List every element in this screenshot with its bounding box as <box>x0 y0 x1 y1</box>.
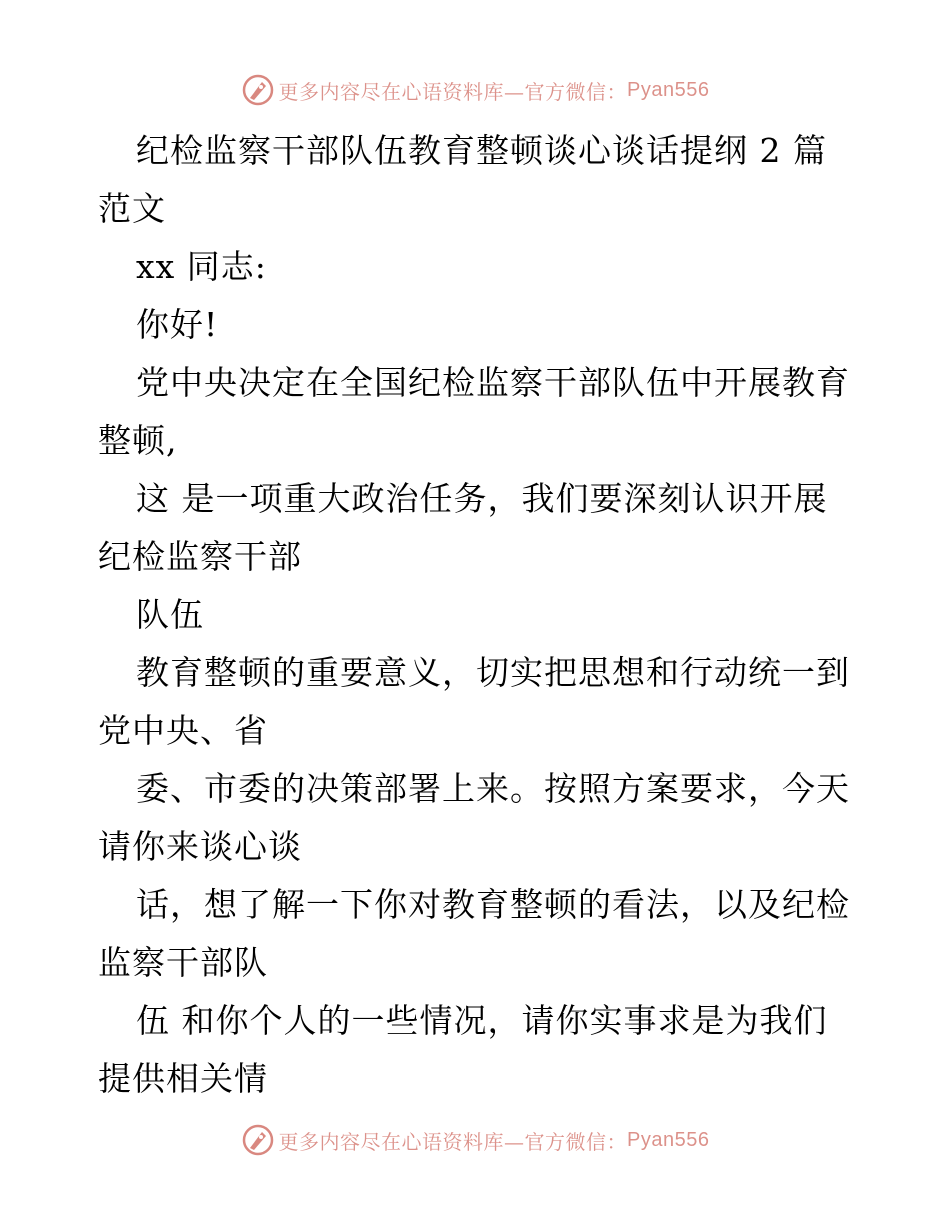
document-body <box>98 122 858 1108</box>
watermark-wechat-id: Pyan556 <box>627 78 710 101</box>
paragraph-line: 党中央决定在全国纪检监察干部队伍中开展教育 <box>136 363 850 402</box>
paragraph-line: 监察干部队 <box>98 943 268 982</box>
watermark-wechat-id: Pyan556 <box>627 1128 710 1151</box>
pen-nib-icon <box>241 73 275 107</box>
watermark-label: 更多内容尽在心语资料库—官方微信： <box>278 1129 628 1154</box>
paragraph-line: 伍 和你个人的一些情况，请你实事求是为我们 <box>136 1001 828 1040</box>
greeting: 你好! <box>136 305 219 344</box>
watermark-footer <box>0 1120 950 1160</box>
paragraph-line: 这 是一项重大政治任务，我们要深刻认识开展 <box>136 479 828 518</box>
pen-nib-icon <box>241 1123 275 1157</box>
paragraph-line: 党中央、省 <box>98 711 268 750</box>
document-title: 纪检监察干部队伍教育整顿谈心谈话提纲 2 篇 <box>136 131 827 170</box>
paragraph-line: 整顿, <box>98 421 178 460</box>
salutation: xx 同志: <box>136 247 267 286</box>
watermark-label: 更多内容尽在心语资料库—官方微信： <box>278 79 628 104</box>
paragraph-line: 话，想了解一下你对教育整顿的看法，以及纪检 <box>136 885 850 924</box>
document-title-continued: 范文 <box>98 189 166 228</box>
paragraph-line: 纪检监察干部 <box>98 537 302 576</box>
paragraph-line: 委、市委的决策部署上来。按照方案要求，今天 <box>136 769 850 808</box>
paragraph-line: 提供相关情 <box>98 1059 268 1098</box>
paragraph-line: 请你来谈心谈 <box>98 827 302 866</box>
paragraph-line: 教育整顿的重要意义，切实把思想和行动统一到 <box>136 653 850 692</box>
watermark-header <box>0 70 950 110</box>
paragraph-line: 队伍 <box>136 595 204 634</box>
